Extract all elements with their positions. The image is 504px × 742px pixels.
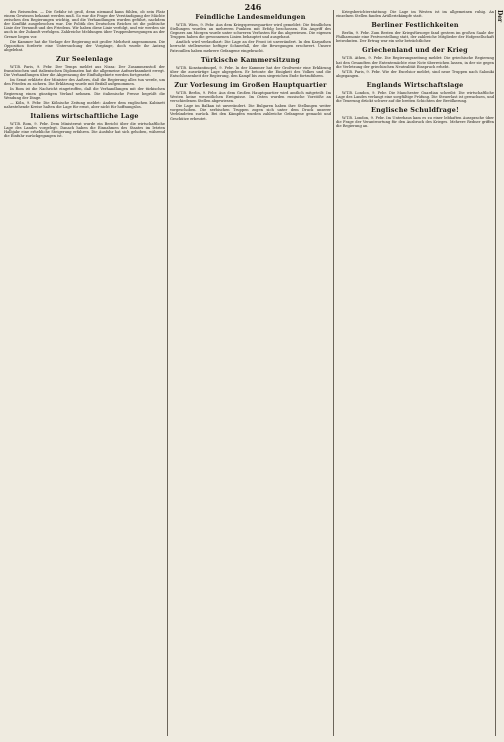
column-rule [333, 10, 334, 736]
section-heading: Englands Wirtschaftslage [366, 80, 464, 89]
article-text: Die Lage im Balkan ist unverändert. Die Bulgaren haben ihre Stellungen weiter vorgeschoben. Die serbischen Truppen zogen sich unter dem Druck unserer Verbündeten zurück. Bei den Kämpfen wurden zahlreiche Gefangene gemacht und Geschütze erbeutet. [170, 104, 331, 121]
article-text: Amtlich wird verlautbart: Die Lage an der Front ist unverändert. In den Karpathen herrscht stellenweise heftiger Schneefall, der die Bewegungen erschwert. Unsere Patrouillen haben mehrere Gefangene eingebracht. [170, 40, 331, 53]
article-text: W.T.B. London, 9. Febr. Die Manchester Guardian schreibt: Die wirtschaftliche Lage des Landes verlangt eine sorgfältige Prüfung. Die Steuerlast ist gewachsen, und die Teuerung drückt schwer auf die breiten Schichten der Bevölkerung. [336, 90, 494, 104]
column-1 [4, 10, 165, 736]
column-rule [167, 10, 168, 736]
article-text: Im Senat erklärte der Minister des Äußern, daß die Regierung alles tun werde, um den Frieden zu sichern. Die Erklärung wurde mit Beifall aufgenommen. [4, 78, 165, 87]
section-heading: Griechenland und der Krieg [362, 46, 468, 55]
article-text: Kriegsberichterstattung: Die Lage im Westen ist im allgemeinen ruhig. An einzelnen Stellen fanden Artilleriekämpfe statt. [336, 10, 494, 19]
article-text: In Rom ist die Nachricht eingetroffen, daß die Verhandlungen mit der türkischen Regierung einen günstigen Verlauf nehmen. Die italienische Presse begrüßt die Wendung der Dinge. [4, 87, 165, 100]
article-text: W.T.B. Wien, 9. Febr. Aus dem Kriegspressequartier wird gemeldet: Die feindlichen Stellungen wurden an mehreren Punkten mit Erfolg beschossen. Ein Angriff des Gegners am Morgen wurde unter schweren Verlusten für ihn abgewiesen. Die eigenen Truppen haben die gewonnenen Linien behauptet und ausgebaut. [170, 23, 331, 40]
article-text: W.T.B. Konstantinopel, 9. Febr. In der Kammer hat der Großwesir eine Erklärung über die auswärtige Lage abgegeben. Er betonte die Einigkeit des Volkes und die Entschlossenheit der Regierung, den Kampf bis zum siegreichen Ende fortzuführen. [170, 65, 331, 78]
article-text: Berlin, 9. Febr. Zum Besten der Kriegsfürsorge fand gestern im großen Saale der Philharmonie eine Festvorstellung statt, der zahlreiche Mitglieder der Hofgesellschaft beiwohnten. Der Ertrag war ein sehr beträchtlicher. [336, 31, 494, 44]
article-text: W.T.B. Paris, 9. Febr. Wie der Excelsior meldet, sind neue Truppen nach Saloniki abgegangen. [336, 69, 494, 78]
article-text: W.T.B. Rom, 9. Febr. Dem Ministerrat wurde ein Bericht über die wirtschaftliche Lage des Landes vorgelegt. Danach haben die Einnahmen des Staates im letzten Halbjahr eine erhebliche Steigerung erfahren. Die Ausfuhr hat sich gehoben, während die Einfuhr zurückgegangen ist. [4, 121, 165, 139]
article-text: Die Kammer hat die Vorlage der Regierung mit großer Mehrheit angenommen. Die Opposition forderte eine Untersuchung der Vorgänge, doch wurde ihr Antrag abgelehnt. [4, 39, 165, 52]
article-text: — Köln, 9. Febr. Die Kölnische Zeitung meldet: Andere dem englischen Kabinett nahestehende Kreise halten die Lage für ernst, aber nicht für hoffnungslos. [4, 100, 165, 109]
column-2 [170, 10, 331, 736]
section-heading: Berliner Festlichkeiten [371, 21, 459, 30]
article-text: W.T.B. Berlin, 9. Febr. Aus dem Großen Hauptquartier wird amtlich mitgeteilt: Im Westen keine wesentlichen Ereignisse. Im Osten wurden russische Vorstöße an verschiedenen Stellen abgewiesen. [170, 90, 331, 104]
section-heading: Italiens wirtschaftliche Lage [30, 111, 139, 120]
column-rule [495, 10, 496, 736]
section-heading: Zur Seelenlage [56, 54, 113, 63]
column-4-edge [497, 10, 504, 736]
section-heading: Englische Schuldfrage! [371, 106, 459, 115]
article-text: W.T.B. Paris, 9. Febr. Der Temps meldet aus Nizza: Der Zusammenstoß der französischen und italienischen Diplomaten hat die allgemeine Aufmerksamkeit erregt. Die Verhandlungen über die Abgrenzung der Einflußgebiete werden fortgesetzt. [4, 64, 165, 78]
section-heading: Feindliche Landesmeldungen [195, 13, 306, 21]
article-text: des Reisenden. — Die Gefahr ist groß, denn niemand kann fühlen, ob sein Platz einem Gewissen bekannt werden muß. So war die Frage der Verständigung der Mächte zwischen den Regierungen wichtig, und die Verhandlungen wurden geführt, nachdem der Konflikt ausgebrochen war. Die Politik des Deutschen Reiches ist die politische Linie der Vernunft und des Friedens. Wir haben diese Linie verfolgt, und wir werden sie auch in der Zukunft verfolgen. Zahlreiche Meldungen über Truppenbewegungen an der Grenze liegen vor. [4, 10, 165, 39]
article-text: W.T.B. London, 9. Febr. Im Unterhaus kam es zu einer lebhaften Aussprache über die Frage der Verantwortung für den Ausbruch des Krieges. Mehrere Redner griffen die Regierung an. [336, 116, 494, 129]
edge-fragment: Der [496, 10, 504, 23]
article-text: W.T.B. Athen, 9. Febr. Die Regierungszeitung meldet: Die griechische Regierung hat den Gesandten der Ententemächte eine Note überreichen lassen, in der sie gegen die Verletzung der griechischen Neutralität Einspruch erhebt. [336, 56, 494, 69]
column-3 [336, 10, 494, 736]
page-number: 246 [244, 2, 262, 12]
section-heading: Zur Vorlesung im Großen Hauptquartier [174, 80, 327, 89]
section-heading: Türkische Kammersitzung [200, 55, 301, 64]
